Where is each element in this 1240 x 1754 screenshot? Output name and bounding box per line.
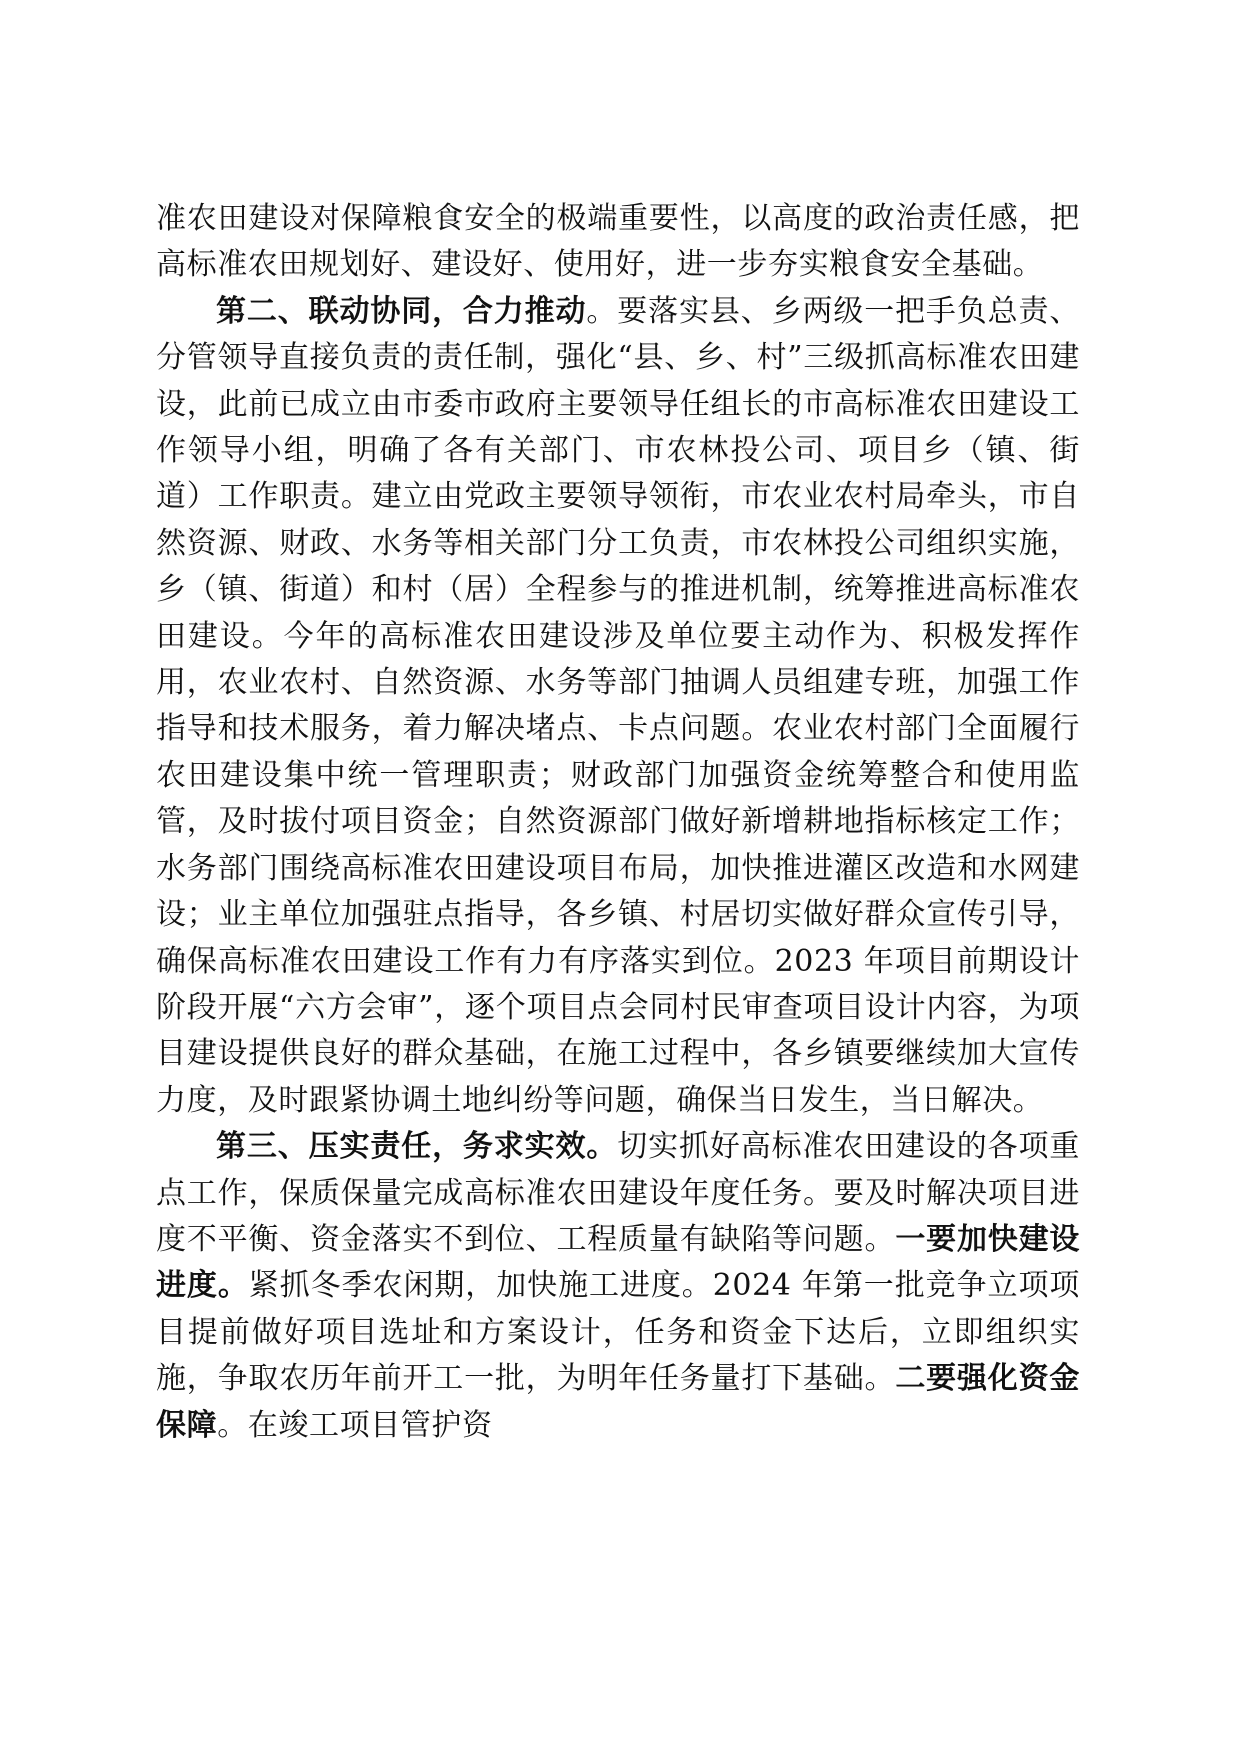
paragraph-text: 紧抓冬季农闲期，加快施工进度。2024 年第一批竞争立项项目提前做好项目选址和方案设计，任务和资金下达后，立即组织实施，争取农历年前开工一批，为明年任务量打下基础。 bbox=[156, 1268, 1080, 1397]
paragraph-second-point bbox=[156, 289, 1080, 1124]
paragraph-third-point bbox=[156, 1124, 1080, 1449]
subheading-speed-up-construction: 一要加快建设进度。 bbox=[156, 1221, 1080, 1304]
paragraph-text: 准农田建设对保障粮食安全的极端重要性，以高度的政治责任感，把高标准农田规划好、建设好、使用好，进一步夯实粮食安全基础。 bbox=[156, 201, 1080, 283]
paragraph-text: 切实抓好高标准农田建设的各项重点工作，保质保量完成高标准农田建设年度任务。要及时解决项目进度不平衡、资金落实不到位、工程质量有缺陷等问题。 bbox=[156, 1129, 1080, 1257]
paragraph-continuation bbox=[156, 196, 1080, 289]
paragraph-text: 。要落实县、乡两级一把手负总责、分管领导直接负责的责任制，强化“县、乡、村”三级抓高标准农田建设，此前已成立由市委市政府主要领导任组长的市高标准农田建设工作领导小组，明确了各有关部门、市农林投公司、项目乡（镇、街道）工作职责。建立由党政主要领导领衔，市农业农村局牵头，市自然资源、财政、水务等相关部门分工负责，市农林投公司组织实施，乡（镇、街道）和村（居）全程参与的推进机制，统筹推进高标准农田建设。今年的高标准农田建设涉及单位要主动作为、积极发挥作用，农业农村、自然资源、水务等部门抽调人员组建专班，加强工作指导和技术服务，着力解决堵点、卡点问题。农业农村部门全面履行农田建设集中统一管理职责；财政部门加强资金统筹整合和使用监管，及时拔付项目资金；自然资源部门做好新增耕地指标核定工作；水务部门围绕高标准农田建设项目布局，加快推进灌区改造和水网建设；业主单位加强驻点指导，各乡镇、村居切实做好群众宣传引导，确保高标准农田建设工作有力有序落实到位。2023 年项目前期设计阶段开展“六方会审”，逐个项目点会同村民审查项目设计内容，为项目建设提供良好的群众基础，在施工过程中，各乡镇要继续加大宣传力度，及时跟紧协调土地纠纷等问题，确保当日发生，当日解决。 bbox=[156, 293, 1080, 1118]
section-heading-third: 第三、压实责任，务求实效。 bbox=[216, 1129, 618, 1165]
paragraph-text: 。在竣工项目管护资 bbox=[217, 1407, 493, 1443]
section-heading-second: 第二、联动协同，合力推动 bbox=[216, 293, 587, 329]
subheading-funding-guarantee: 二要强化资金保障 bbox=[156, 1361, 1080, 1443]
document-body bbox=[156, 196, 1080, 1449]
